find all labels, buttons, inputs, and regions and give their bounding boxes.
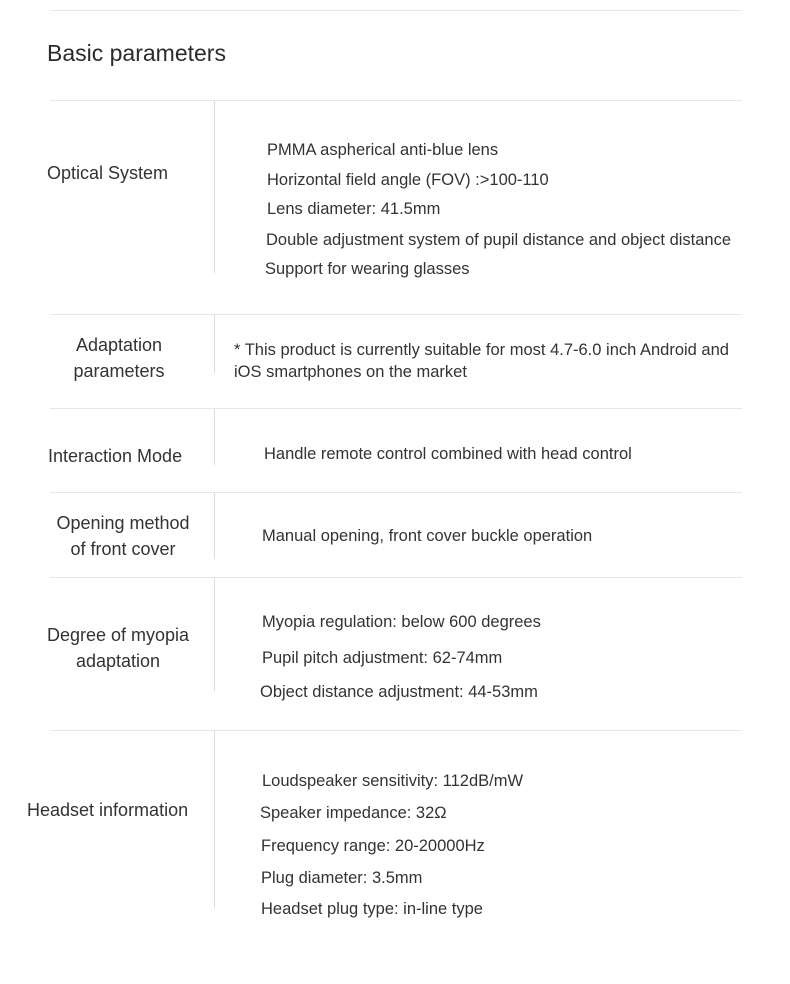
row-label-adaptation-parameters [50, 332, 188, 384]
column-divider-interaction [214, 409, 215, 465]
row-label-front-cover [45, 510, 201, 562]
row-label-myopia-line-2: adaptation [75, 651, 161, 671]
headset-value-2: Speaker impedance: 32Ω [260, 804, 447, 822]
divider-myopia [50, 730, 742, 731]
row-label-headset-information: Headset information [27, 800, 189, 820]
column-divider-front-cover [214, 493, 215, 559]
row-label-adaptation-line-1: Adaptation [75, 335, 163, 355]
row-label-front-cover-line-1: Opening method [56, 513, 190, 533]
optical-value-3: Lens diameter: 41.5mm [267, 200, 441, 218]
divider-top [50, 10, 742, 11]
optical-value-1: PMMA aspherical anti-blue lens [267, 141, 499, 159]
row-label-adaptation-line-2: parameters [73, 361, 165, 381]
column-divider-headset [214, 731, 215, 908]
row-label-interaction-mode: Interaction Mode [48, 446, 183, 466]
row-label-front-cover-line-2: of front cover [70, 539, 176, 559]
row-label-optical-system: Optical System [47, 163, 169, 183]
myopia-value-1: Myopia regulation: below 600 degrees [262, 613, 541, 631]
headset-value-1: Loudspeaker sensitivity: 112dB/mW [262, 772, 524, 790]
optical-value-4: Double adjustment system of pupil distance and object distance [266, 231, 732, 249]
divider-adaptation [50, 408, 742, 409]
myopia-value-2: Pupil pitch adjustment: 62-74mm [262, 649, 503, 667]
page-title: Basic parameters [47, 40, 226, 66]
column-divider-optical [214, 101, 215, 273]
divider-optical [50, 314, 742, 315]
divider-header [50, 100, 742, 101]
myopia-value-3: Object distance adjustment: 44-53mm [260, 683, 538, 701]
optical-value-2: Horizontal field angle (FOV) :>100-110 [267, 171, 549, 189]
column-divider-adaptation [214, 315, 215, 373]
headset-value-5: Headset plug type: in-line type [261, 900, 483, 918]
row-label-myopia-adaptation [36, 622, 200, 674]
column-divider-myopia [214, 578, 215, 691]
divider-front-cover [50, 577, 742, 578]
optical-value-5: Support for wearing glasses [265, 260, 470, 278]
front-cover-value: Manual opening, front cover buckle operation [262, 527, 593, 545]
headset-value-4: Plug diameter: 3.5mm [261, 869, 423, 887]
divider-interaction [50, 492, 742, 493]
row-label-myopia-line-1: Degree of myopia [46, 625, 190, 645]
adaptation-value: * This product is currently suitable for most 4.7-6.0 inch Android and iOS smartphones on the market [234, 341, 729, 381]
headset-value-3: Frequency range: 20-20000Hz [261, 837, 485, 855]
interaction-value: Handle remote control combined with head control [264, 445, 632, 463]
